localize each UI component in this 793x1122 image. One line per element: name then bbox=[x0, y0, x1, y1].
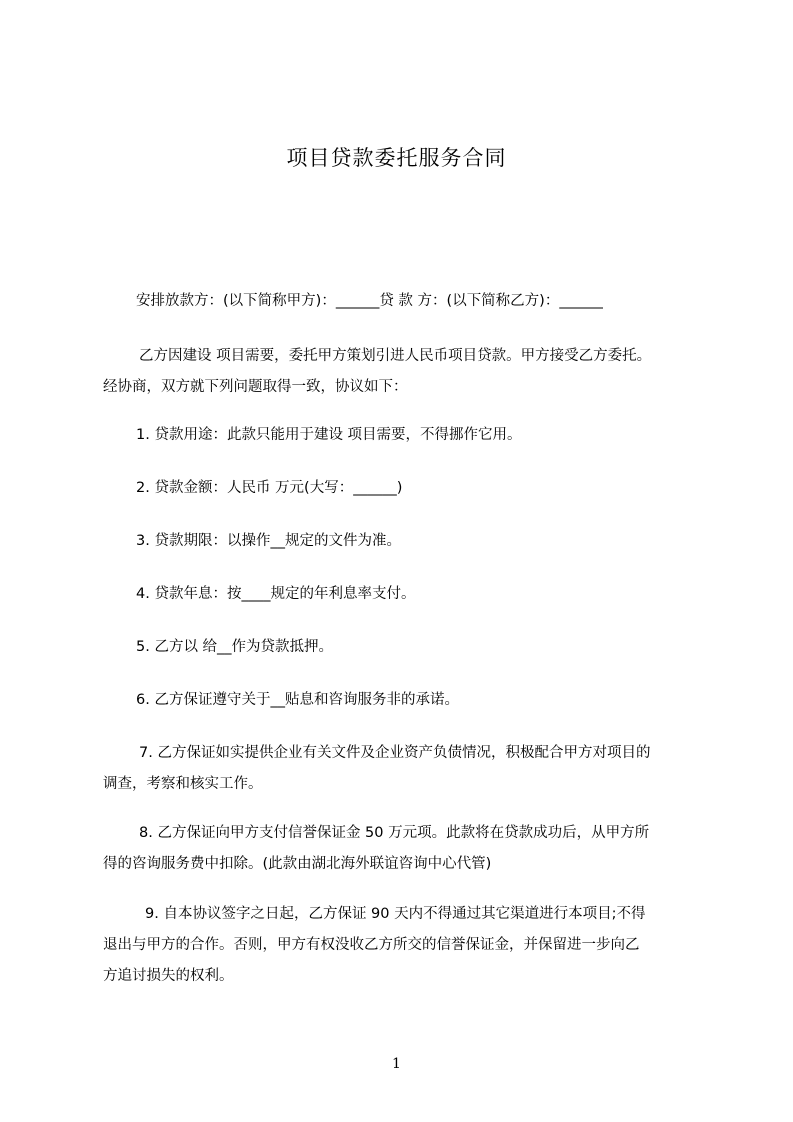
clause-9-line-2: 退出与甲方的合作。否则，甲方有权没收乙方所交的信誉保证金，并保留进一步向乙 bbox=[103, 937, 640, 953]
clause-9-line-3: 方追讨损失的权利。 bbox=[103, 968, 234, 984]
page-number: 1 bbox=[392, 1056, 401, 1072]
intro-line-1: 乙方因建设 项目需要，委托甲方策划引进人民币项目贷款。甲方接受乙方委托。 bbox=[139, 348, 652, 364]
intro-line-2: 经协商，双方就下列问题取得一致，协议如下： bbox=[103, 379, 408, 395]
parties-line: 安排放款方：(以下简称甲方)：______贷 款 方：(以下简称乙方)：______ bbox=[136, 293, 603, 309]
clause-3: 3. 贷款期限：以操作__规定的文件为准。 bbox=[136, 533, 401, 549]
clause-5: 5. 乙方以 给__作为贷款抵押。 bbox=[136, 639, 334, 655]
clause-7 bbox=[103, 738, 703, 800]
clause-2: 2. 贷款金额：人民币 万元(大写：______) bbox=[136, 480, 403, 496]
clause-1: 1. 贷款用途：此款只能用于建设 项目需要，不得挪作它用。 bbox=[136, 427, 522, 443]
clause-7-line-2: 调查，考察和核实工作。 bbox=[103, 776, 263, 792]
clause-9 bbox=[103, 899, 703, 992]
clause-6: 6. 乙方保证遵守关于__贴息和咨询服务非的承诺。 bbox=[136, 692, 459, 708]
document-title: 项目贷款委托服务合同 bbox=[286, 146, 507, 170]
clause-8 bbox=[103, 818, 703, 880]
clause-8-line-1: 8. 乙方保证向甲方支付信誉保证金 50 万元项。此款将在贷款成功后，从甲方所 bbox=[139, 825, 650, 841]
clause-7-line-1: 7. 乙方保证如实提供企业有关文件及企业资产负债情况，积极配合甲方对项目的 bbox=[139, 745, 651, 761]
intro-paragraph bbox=[103, 341, 703, 403]
clause-8-line-2: 得的咨询服务费中扣除。(此款由湖北海外联谊咨询中心代管) bbox=[103, 856, 492, 872]
clause-4: 4. 贷款年息：按____规定的年利息率支付。 bbox=[136, 586, 416, 602]
clause-9-line-1: 9. 自本协议签字之日起，乙方保证 90 天内不得通过其它渠道进行本项目;不得 bbox=[145, 906, 646, 922]
